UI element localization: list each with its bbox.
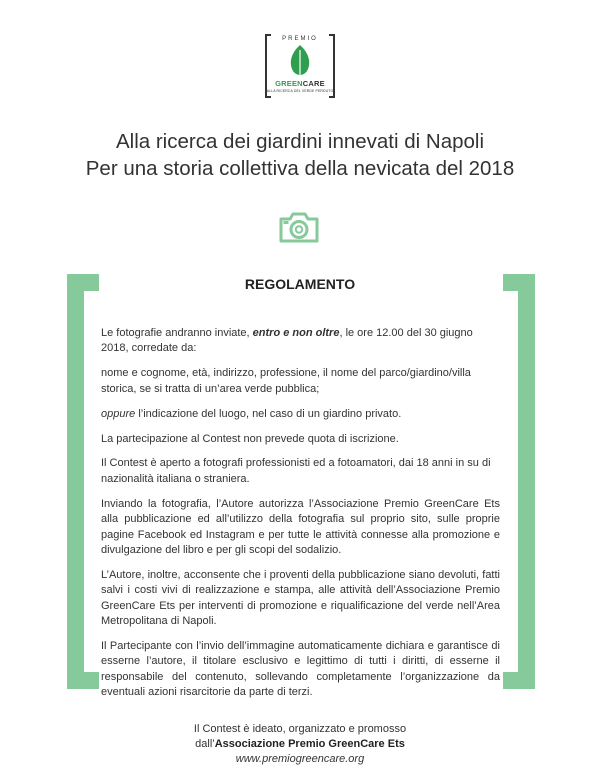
rules-paragraph-proceeds: L’Autore, inoltre, acconsente che i proventi della pubblicazione siano devoluti, fatti salvi i costi vivi di realizzazione e stampa, alle attività dell’Associazione Premio GreenCare Ets per interventi di promozione e riqualificazione del verde nell’Area Metropolitana di Napoli. [101, 568, 500, 628]
rules-paragraph-authorization: Inviando la fotografia, l’Autore autorizza l’Associazione Premio GreenCare Ets alla pubblicazione ed all’utilizzo della fotografia sul proprio sito, sulle proprie pagine Facebook ed Instagram e per tutte le attività connesse alla promozione e divulgazione del libro e per gli scopi del sodalizio. [101, 497, 500, 556]
footer-prefix: dall’ [195, 738, 215, 750]
deadline-emphasis: entro e non oltre [252, 327, 340, 339]
rules-paragraph-alternative [101, 407, 500, 422]
footer [0, 722, 600, 767]
rules-paragraph-fee: La partecipazione al Contest non prevede quota di iscrizione. [101, 432, 399, 445]
leaf-icon [288, 44, 312, 80]
rules-paragraph-guarantee: Il Partecipante con l’invio dell’immagine automaticamente dichiara e garantisce di esserne l’autore, il titolare esclusivo e legittimo di tutti i diritti, di esserne il responsabile del contenuto, sollevando completamente l’organizzazione da eventuali azioni risarcitorie da parte di terzi. [101, 640, 500, 699]
footer-website-link[interactable]: www.premiogreencare.org [235, 753, 365, 765]
frame-bracket-left [67, 274, 99, 689]
heading-line-1: Alla ricerca dei giardini innevati di Napoli [115, 130, 485, 153]
footer-line-1: Il Contest è ideato, organizzato e promosso [193, 723, 407, 735]
heading-line-2: Per una storia collettiva della nevicata del 2018 [85, 157, 515, 180]
logo-brand-green: GREEN [275, 79, 303, 88]
deadline-text-before: Le fotografie andranno inviate, [101, 327, 253, 339]
alternative-text: l’indicazione del luogo, nel caso di un giardino privato. [135, 407, 402, 420]
logo-tagline: ALLA RICERCA DEL VERDE PERDUTO [266, 89, 334, 93]
rules-paragraph-deadline [101, 326, 500, 357]
logo-premio-text: PREMIO [282, 36, 318, 42]
deadline-text-after: , le ore 12.00 del 30 giugno 2018, corredate da: [101, 327, 473, 355]
camera-icon [277, 210, 321, 244]
rules-body [101, 326, 500, 710]
page-heading [0, 128, 600, 182]
logo-brand-care: CARE [302, 79, 325, 88]
logo-brand [263, 79, 337, 88]
footer-line-2 [0, 737, 600, 752]
footer-organization: Associazione Premio GreenCare Ets [214, 738, 405, 750]
rules-paragraph-details: nome e cognome, età, indirizzo, professione, il nome del parco/giardino/villa storica, se si tratta di un’area verde pubblica; [101, 367, 471, 395]
greencare-logo [263, 30, 337, 102]
rules-paragraph-eligibility: Il Contest è aperto a fotografi professionisti ed a fotoamatori, dai 18 anni in su di nazionalità italiana o straniera. [101, 457, 491, 485]
rules-title: REGOLAMENTO [244, 276, 356, 292]
frame-bracket-right [503, 274, 535, 689]
alternative-emphasis: oppure [101, 407, 136, 420]
